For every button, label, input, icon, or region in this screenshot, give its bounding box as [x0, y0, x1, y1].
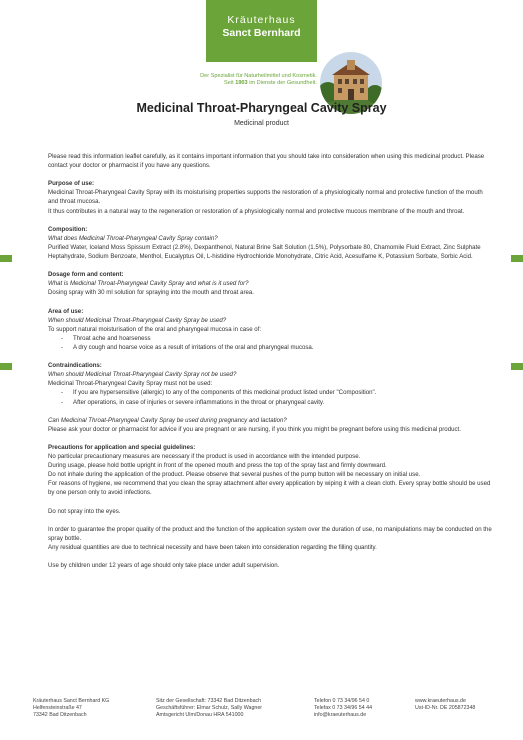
- composition-heading: Composition:: [48, 225, 88, 233]
- precautions-line: During usage, please hold bottle upright in front of the opened mouth and press the top of the spray fast and firmly downward.: [48, 462, 387, 470]
- children-text: Use by children under 12 years of age should only take place under adult supervision.: [48, 562, 280, 570]
- page-title: Medicinal Throat-Pharyngeal Cavity Spray: [136, 101, 387, 115]
- fold-mark-right: [511, 363, 523, 370]
- precautions-heading: Precautions for application and special guidelines:: [48, 444, 196, 451]
- fold-mark-left: [0, 363, 12, 370]
- footer-line: Telefon 0 73 34/96 54 0: [314, 698, 370, 704]
- tagline-year: 1903: [235, 80, 248, 86]
- list-item: - A dry cough and hoarse voice as a result of irritations of the oral and pharyngeal mucosa.: [61, 343, 314, 351]
- list-item: - If you are hypersensitive (allergic) to any of the components of this medicinal product listed under "Composition".: [61, 389, 377, 397]
- quality-text-1: In order to guarantee the proper quality of the product and the function of the application system over the duration of use, no manipulations may be conducted on the spray bottle.: [48, 525, 492, 542]
- precautions-line: Do not inhale during the application of the product. Please observe that several pushes of the pump button will be necessary on initial use.: [48, 471, 421, 479]
- footer-line: Kräuterhaus Sanct Bernhard KG: [33, 698, 110, 704]
- tagline: [145, 73, 317, 87]
- precautions-line: For reasons of hygiene, we recommend that you clean the spray attachment after every application by wiping it with a clean cloth. Every spray bottle should be used by one person only to avoid infections.: [48, 480, 491, 497]
- footer-address: [33, 698, 109, 719]
- footer-contact: [314, 698, 372, 719]
- list-item-text: A dry cough and hoarse voice as a result of irritations of the oral and pharyngeal mucosa.: [73, 343, 314, 351]
- leaflet-content: [48, 152, 493, 570]
- composition-question: What does Medicinal Throat-Pharyngeal Cavity Spray contain?: [48, 234, 218, 242]
- brand-line2: Sanct Bernhard: [222, 27, 301, 39]
- purpose-text-2: It thus contributes in a natural way to the regeneration or restoration of a physiologically normal and protective mucous membrane of the mouth and throat.: [48, 207, 465, 215]
- brand-line1: Kräuterhaus: [227, 14, 296, 26]
- eyes-warning: Do not spray into the eyes.: [48, 507, 121, 515]
- dosage-heading: Dosage form and content:: [48, 271, 124, 279]
- contra-text: Medicinal Throat-Pharyngeal Cavity Spray must not be used:: [48, 380, 213, 388]
- footer-line: 73342 Bad Ditzenbach: [33, 712, 87, 718]
- page-subtitle: Medicinal product: [234, 120, 289, 127]
- list-item-text: After operations, in case of injuries or severe inflammations in the throat or pharyngeal cavity.: [73, 398, 325, 406]
- pregnancy-question: Can Medicinal Throat-Pharyngeal Cavity Spray be used during pregnancy and lactation?: [48, 416, 287, 424]
- tagline-suffix: im Dienste der Gesundheit.: [247, 80, 317, 86]
- list-item: - Throat ache and hoarseness: [61, 334, 151, 342]
- contra-question: When should Medicinal Throat-Pharyngeal Cavity Spray not be used?: [48, 371, 237, 379]
- dosage-text: Dosing spray with 30 ml solution for spraying into the mouth and throat area.: [48, 289, 254, 297]
- footer-line: Helfensteinstraße 47: [33, 705, 82, 711]
- area-question: When should Medicinal Throat-Pharyngeal Cavity Spray be used?: [48, 316, 227, 324]
- footer-email[interactable]: info@kraeuterhaus.de: [314, 712, 367, 718]
- footer-company: [156, 698, 262, 719]
- footer-line: Telefax 0 73 34/96 54 44: [314, 705, 373, 711]
- margin-mark-right: [511, 255, 523, 262]
- contra-heading: Contraindications:: [48, 362, 102, 370]
- purpose-text-1: Medicinal Throat-Pharyngeal Cavity Spray with its moisturising properties supports the restoration of a physiologically normal and protective function of the mouth and throat mucosa.: [48, 189, 483, 206]
- tagline-line2: [145, 80, 317, 87]
- footer-web: [415, 698, 475, 712]
- area-heading: Area of use:: [48, 307, 84, 315]
- footer-line: Amtsgericht Ulm/Donau HRA 541000: [156, 712, 244, 718]
- quality-text-2: Any residual quantities are due to technical necessity and have been taken into consideration regarding the filling quantity.: [48, 544, 377, 552]
- brand-logo: [206, 0, 317, 62]
- intro-text: Please read this information leaflet carefully, as it contains important information that you should take into consideration when using this medicinal product. Please contact your doctor or pharmacist if you have any questions.: [48, 153, 485, 170]
- footer-line: Ust-ID-Nr. DE 205872348: [415, 705, 476, 711]
- pregnancy-text: Please ask your doctor or pharmacist for advice if you are pregnant or are nursing, if you think you might be pregnant before using this medicinal product.: [48, 425, 461, 433]
- footer-website-link[interactable]: www.kraeuterhaus.de: [415, 698, 466, 704]
- precautions-line: No particular precautionary measures are necessary if the product is used in accordance with the intended purpose.: [48, 453, 361, 461]
- footer-line: Sitz der Gesellschaft: 73342 Bad Ditzenbach: [156, 698, 262, 704]
- list-item-text: Throat ache and hoarseness: [73, 334, 151, 342]
- tagline-line1: Der Spezialist für Naturheilmittel und Kosmetik.: [200, 73, 317, 79]
- list-item-text: If you are hypersensitive (allergic) to any of the components of this medicinal product listed under "Composition".: [73, 389, 377, 397]
- purpose-heading: Purpose of use:: [48, 180, 95, 188]
- footer-line: Geschäftsführer: Elmar Schulz, Sally Wagner: [156, 705, 263, 711]
- area-text: To support natural moisturisation of the oral and pharyngeal mucosa in case of:: [48, 325, 262, 333]
- list-item: - After operations, in case of injuries or severe inflammations in the throat or pharyngeal cavity.: [61, 398, 325, 406]
- margin-mark-left: [0, 255, 12, 262]
- composition-text: Purified Water, Iceland Moss Spissum Extract (2.8%), Dexpanthenol, Natural Brine Salt Solution (1.5%), Polysorbate 80, Chamomile Fluid Extract, Zinc Sulphate Heptahydrate, Sodium Benzoate, Menthol, Eucalyptus Oil, L-histidine Hydrochloride Monohydrate, Citric Acid, Acesulfame K, Potassium Sorbate, Sorbic Acid.: [48, 243, 481, 261]
- dosage-question: What is Medicinal Throat-Pharyngeal Cavity Spray and what is it used for?: [48, 280, 249, 288]
- tagline-prefix: Seit: [224, 80, 236, 86]
